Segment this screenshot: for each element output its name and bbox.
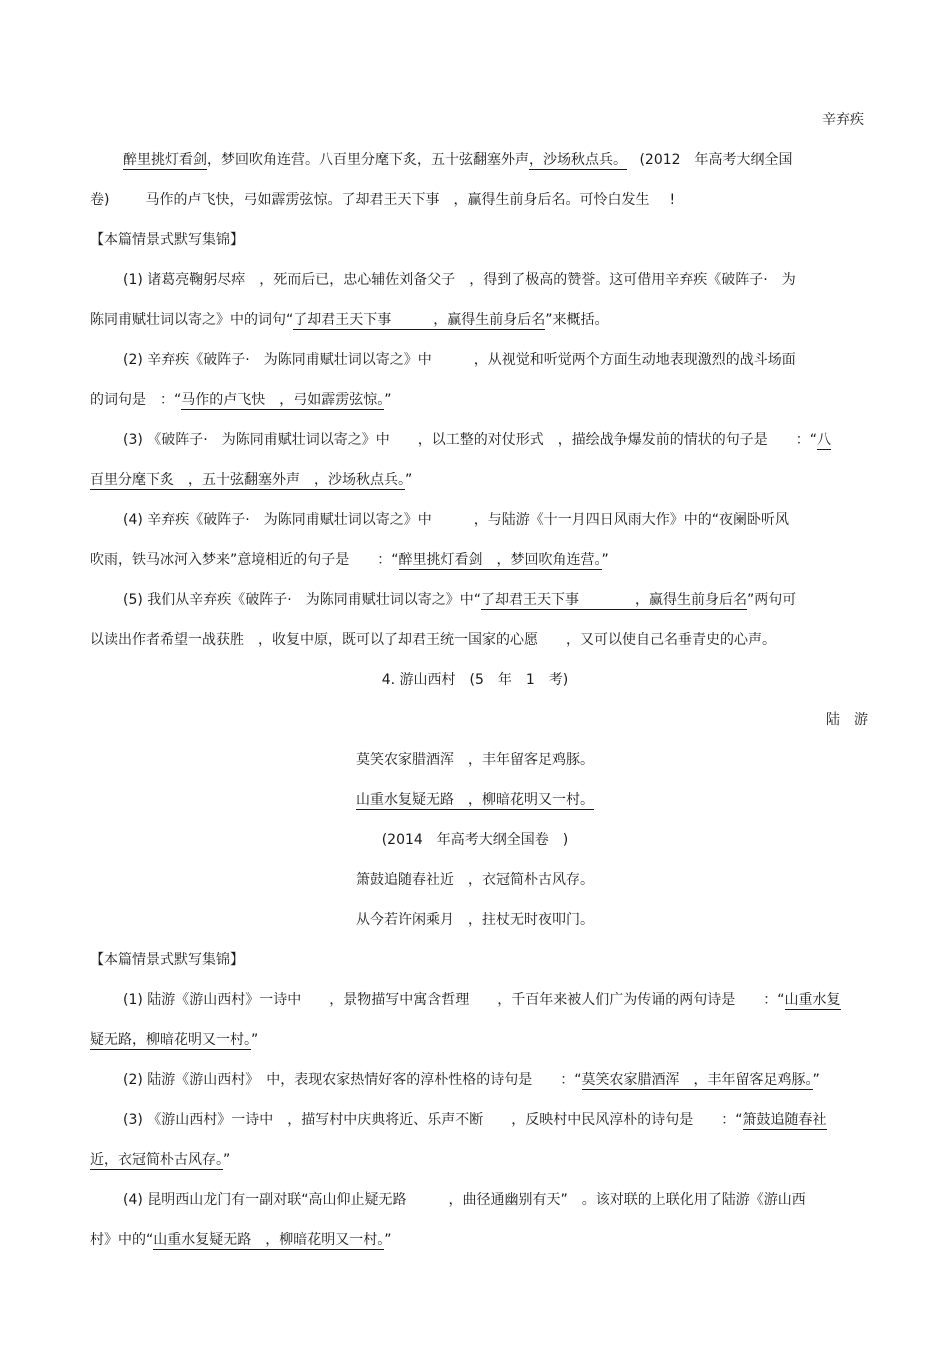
question-3-cont [90,1150,230,1170]
poem-text: ，弓如霹雳弦惊。了却君王天下事 [229,192,440,208]
answer-blank: 近，衣冠简朴古风存。 [90,1152,223,1168]
question-text: ” [601,552,609,568]
poem-text: ，赢得生前身后名。可怜白发生 [453,192,650,208]
poem-text: ，五十弦翻塞外声 [417,152,529,168]
question-text: ”两句可 [746,592,797,608]
question-text: (2) 陆游《游山西村》 中，表现农家热情好客的淳朴性格的诗句是 ：“ [123,1072,582,1088]
poem-title: 4. 游山西村 (5 年 1 考) [381,672,569,688]
question-3 [123,1110,827,1130]
answer-blank: 箫鼓追随春社 [742,1112,827,1128]
question-text: ” [405,472,413,488]
answer-blank: 了却君王天下事 ，赢得生前身后名 [480,592,747,608]
question-1-cont [90,1030,258,1050]
question-2 [123,1070,820,1090]
question-text: ” [384,1232,392,1248]
question-4: (4) 昆明西山龙门有一副对联“高山仰止疑无路 ，曲径通幽别有天” 。该对联的上联化用了陆游《游山西 [123,1192,806,1208]
poem-text: ，梦回吹角连营。八百里分麾下炙 [207,152,417,168]
answer-blank: 疑无路，柳暗花明又一村。 [90,1032,251,1048]
question-text: ” [223,1152,231,1168]
question-text: 陈同甫赋壮词以寄之》中的词句“ [90,312,294,328]
answer-blank: 山重水复疑无路 ，柳暗花明又一村。 [153,1232,385,1248]
poem-text: 马作的卢飞快 [145,192,230,208]
poem-author: 辛弃疾 [822,112,864,128]
question-1 [123,990,841,1010]
question-3-cont [90,470,412,490]
poem-line: 箫鼓追随春社近 ，衣冠简朴古风存。 [356,872,594,888]
answer-blank: 山重水复疑无路 ，柳暗花明又一村。 [356,792,594,808]
answer-blank: 山重水复 [784,992,841,1008]
poem-author: 陆 游 [826,712,868,728]
question-4-cont [90,550,609,570]
source-note: 卷) [90,192,110,208]
answer-blank: 醉里挑灯看剑 ，梦回吹角连营。 [398,552,602,568]
question-2-cont [90,390,392,410]
answer-blank: 莫笑农家腊酒浑 ，丰年留客足鸡豚。 [581,1072,813,1088]
question-text: 的词句是 ：“ [90,392,182,408]
poem-line [90,190,675,210]
question-3 [123,430,831,450]
answer-blank: ，沙场秋点兵。 [529,152,627,168]
poem-line: 莫笑农家腊酒浑 ，丰年留客足鸡豚。 [356,752,594,768]
question-text: 吹雨，铁马冰河入梦来”意境相近的句子是 ：“ [90,552,399,568]
question-text: ” [384,392,392,408]
question-text: ” [251,1032,259,1048]
poem-text: ! [669,192,676,208]
source-note: (2014 年高考大纲全国卷 ) [381,832,569,848]
question-4-cont [90,1230,392,1250]
question-text: (5) 我们从辛弃疾《破阵子· 为陈同甫赋壮词以寄之》中“ [123,592,481,608]
answer-blank: 了却君王天下事 ，赢得生前身后名 [293,312,546,328]
poem-line [123,150,793,170]
answer-blank: 马作的卢飞快 ，弓如霹雳弦惊。 [181,392,385,408]
source-note: (2012 年高考大纲全国 [639,152,793,168]
question-text: (3) 《游山西村》一诗中 ，描写村中庆典将近、乐声不断 ，反映村中民风淳朴的诗句是 ：“ [123,1112,743,1128]
poem-line [0,790,950,810]
question-text: (3) 《破阵子· 为陈同甫赋壮词以寄之》中 ，以工整的对仗形式 ，描绘战争爆发前的情状的句子是 ：“ [123,432,817,448]
question-1: (1) 诸葛亮鞠躬尽瘁 ，死而后已，忠心辅佐刘备父子 ，得到了极高的赞誉。这可借用辛弃疾《破阵子· 为 [123,272,796,288]
answer-blank: 百里分麾下炙 ，五十弦翻塞外声 ，沙场秋点兵。 [90,472,405,488]
question-5-cont: 以读出作者希望一战获胜 ，收复中原，既可以了却君王统一国家的心愿 ，又可以使自己名垂青史的心声。 [90,632,776,648]
section-title: 【本篇情景式默写集锦】 [90,232,244,248]
question-1-cont [90,310,609,330]
section-title: 【本篇情景式默写集锦】 [90,952,244,968]
question-text: ” [812,1072,820,1088]
question-2: (2) 辛弃疾《破阵子· 为陈同甫赋壮词以寄之》中 ，从视觉和听觉两个方面生动地表现激烈的战斗场面 [123,352,796,368]
answer-blank: 醉里挑灯看剑 [123,152,207,168]
answer-blank: 八 [816,432,831,448]
question-5 [123,590,796,610]
question-text: ”来概括。 [545,312,609,328]
question-text: (1) 陆游《游山西村》一诗中 ，景物描写中寓含哲理 ，千百年来被人们广为传诵的两句诗是 ：“ [123,992,785,1008]
question-4: (4) 辛弃疾《破阵子· 为陈同甫赋壮词以寄之》中 ，与陆游《十一月四日风雨大作》中的“夜阑卧听风 [123,512,789,528]
poem-line: 从今若许闲乘月 ，拄杖无时夜叩门。 [356,912,594,928]
question-text: 村》中的“ [90,1232,154,1248]
